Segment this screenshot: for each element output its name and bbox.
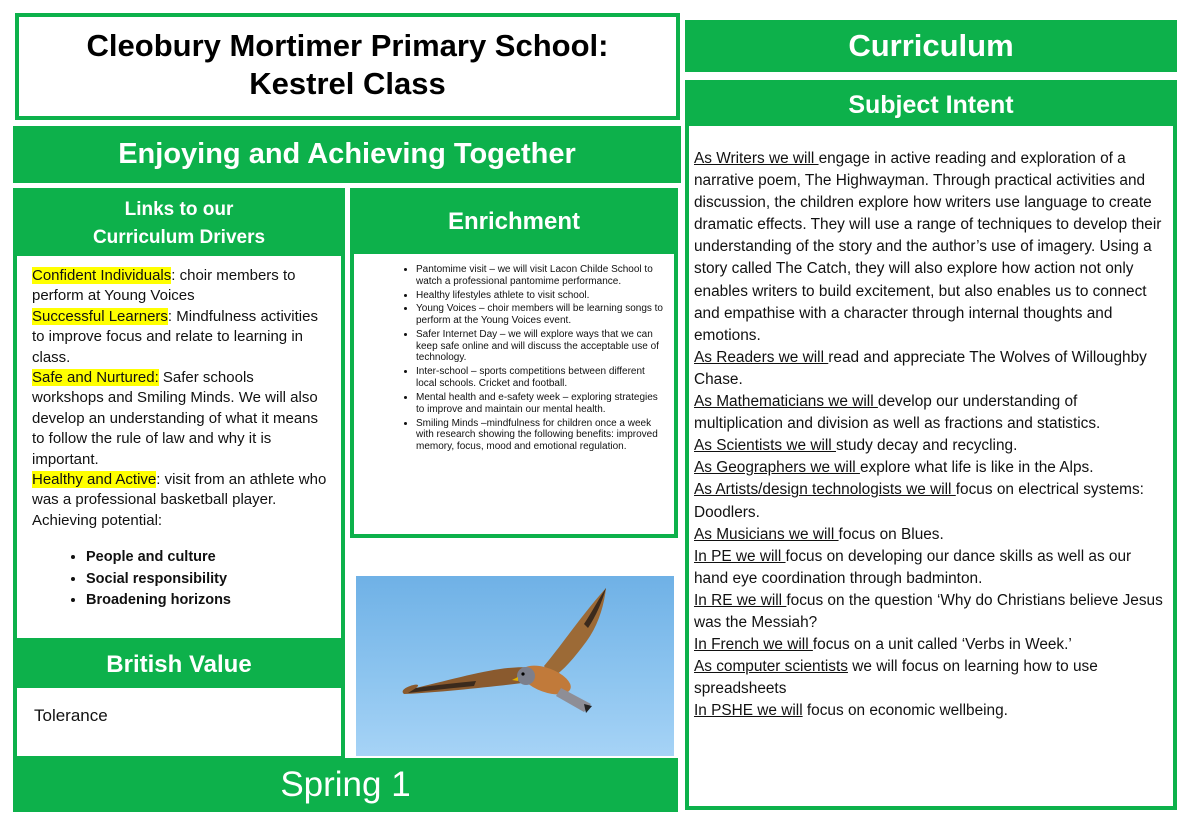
intent-text: focus on a unit called ‘Verbs in Week.’: [812, 636, 1072, 654]
intent-lead: As Musicians we will: [694, 525, 839, 543]
driver-item: [32, 307, 329, 368]
intent-paragraph: [694, 457, 1165, 479]
motto-banner: [13, 126, 681, 183]
intent-text: we will focus on learning how to use spreadsheets: [694, 658, 1098, 698]
intent-lead: In PSHE we will: [694, 702, 803, 720]
potential-item: • Broadening horizons: [86, 590, 329, 612]
driver-label: Successful Learners: [32, 307, 168, 325]
intent-lead: As Geographers we will: [694, 459, 860, 477]
intent-lead: As Artists/design technologists we will: [694, 481, 956, 499]
driver-text: : choir members to perform at Young Voices: [32, 267, 296, 305]
intent-text: engage in active reading and exploration of a narrative poem, The Highwayman. Through practical activities and discussion, the children explore how writers use language to create dramatic effects. They will use a range of techniques to develop their understanding of the story and the author’s use of imagery. Using a story called The Catch, they will also explore how action not only enables writers to build excitement, but also enables us to connect and empathise with a character through internal thoughts and emotions.: [694, 150, 1162, 344]
intent-lead: As Scientists we will: [694, 437, 836, 455]
curriculum-heading-text: Curriculum: [848, 28, 1014, 63]
enrichment-item: • Safer Internet Day – we will explore ways that we can keep safe online and will discuss the acceptable use of technology.: [416, 329, 666, 364]
intent-paragraph: [694, 546, 1165, 590]
intent-paragraph: [694, 634, 1165, 656]
intent-paragraph: [694, 656, 1165, 700]
intent-paragraph: [694, 590, 1165, 634]
enrichment-heading-text: Enrichment: [447, 208, 581, 235]
intent-text: explore what life is like in the Alps.: [859, 459, 1094, 477]
intent-text: focus on the question ‘Why do Christians believe Jesus was the Messiah?: [694, 591, 1163, 631]
kestrel-illustration: [356, 576, 674, 756]
british-value-heading-text: British Value: [106, 651, 252, 678]
subject-intent-heading-text: Subject Intent: [848, 90, 1014, 119]
intent-paragraph: [694, 435, 1165, 457]
title-box: [15, 13, 680, 120]
intent-paragraph: [694, 479, 1165, 523]
enrichment-item: • Smiling Minds –mindfulness for children once a week with research showing the following benefits: improved memory, focus, mood and emotional regulation.: [416, 418, 666, 453]
enrichment-panel: [350, 254, 678, 538]
drivers-panel: [13, 256, 345, 642]
drivers-heading: [13, 188, 345, 260]
term-text: Spring 1: [280, 765, 411, 804]
enrichment-item: • Young Voices – choir members will be learning songs to perform at the Young Voices event.: [416, 303, 666, 326]
term-banner: [13, 758, 678, 812]
british-value-heading: [13, 640, 345, 690]
driver-label: Safe and Nurtured:: [32, 369, 159, 387]
enrichment-heading: [350, 188, 678, 256]
intent-text: read and appreciate The Wolves of Willoughby Chase.: [694, 348, 1147, 388]
subject-intent-panel: [685, 126, 1177, 810]
intent-paragraph: [694, 347, 1165, 391]
driver-item: [32, 266, 329, 307]
driver-text: Safer schools workshops and Smiling Minds. We will also develop an understanding of what it means to follow the rule of law and why it is important.: [32, 369, 319, 468]
driver-text: : Mindfulness activities to improve focus and relate to learning in class.: [32, 307, 318, 366]
potential-list: [32, 547, 329, 612]
intent-text: focus on Blues.: [838, 525, 944, 543]
intent-text: develop our understanding of multiplication and division as well as fractions and statistics.: [694, 393, 1101, 433]
motto-text: Enjoying and Achieving Together: [118, 138, 576, 170]
drivers-heading-line2: Curriculum Drivers: [92, 227, 266, 248]
curriculum-heading: [685, 20, 1177, 72]
enrichment-list: [354, 264, 666, 453]
intent-paragraph: [694, 391, 1165, 435]
british-value-panel: [13, 688, 345, 760]
intent-lead: As Mathematicians we will: [694, 393, 878, 411]
intent-text: focus on electrical systems: Doodlers.: [694, 481, 1144, 521]
potential-item: • People and culture: [86, 547, 329, 569]
intent-lead: In French we will: [694, 636, 813, 654]
intent-paragraph: [694, 524, 1165, 546]
driver-label: Confident Individuals: [32, 267, 172, 284]
enrichment-item: • Healthy lifestyles athlete to visit school.: [416, 290, 666, 302]
subject-intent-heading: [685, 80, 1177, 130]
intent-lead: In PE we will: [694, 547, 786, 565]
intent-paragraph: [694, 700, 1165, 722]
intent-lead: As computer scientists: [694, 658, 848, 676]
driver-label: Healthy and Active: [32, 471, 157, 489]
enrichment-item: • Mental health and e-safety week – exploring strategies to improve and maintain our mental health.: [416, 392, 666, 415]
class-name: Kestrel Class: [249, 65, 446, 101]
enrichment-item: • Inter-school – sports competitions between different local schools. Cricket and football.: [416, 366, 666, 389]
intent-lead: As Readers we will: [694, 348, 829, 366]
drivers-heading-line1: Links to our: [124, 199, 234, 220]
driver-item: [32, 470, 329, 511]
enrichment-item: • Pantomime visit – we will visit Lacon Childe School to watch a professional pantomime performance.: [416, 264, 666, 287]
intent-lead: In RE we will: [694, 591, 787, 609]
potential-item: • Social responsibility: [86, 569, 329, 591]
intent-text: study decay and recycling.: [835, 437, 1018, 455]
school-name: Cleobury Mortimer Primary School:: [86, 27, 609, 63]
kestrel-photo: [356, 576, 674, 756]
intent-text: focus on economic wellbeing.: [802, 702, 1008, 720]
driver-text: : visit from an athlete who was a professional basketball player.: [32, 471, 327, 509]
intent-paragraph: [694, 148, 1165, 347]
intent-text: focus on developing our dance skills as well as our hand eye coordination through badminton.: [694, 547, 1132, 587]
intent-lead: As Writers we will: [694, 150, 819, 167]
achieving-label: Achieving potential:: [32, 511, 163, 529]
driver-item: [32, 368, 329, 470]
british-value-text: Tolerance: [34, 706, 108, 725]
